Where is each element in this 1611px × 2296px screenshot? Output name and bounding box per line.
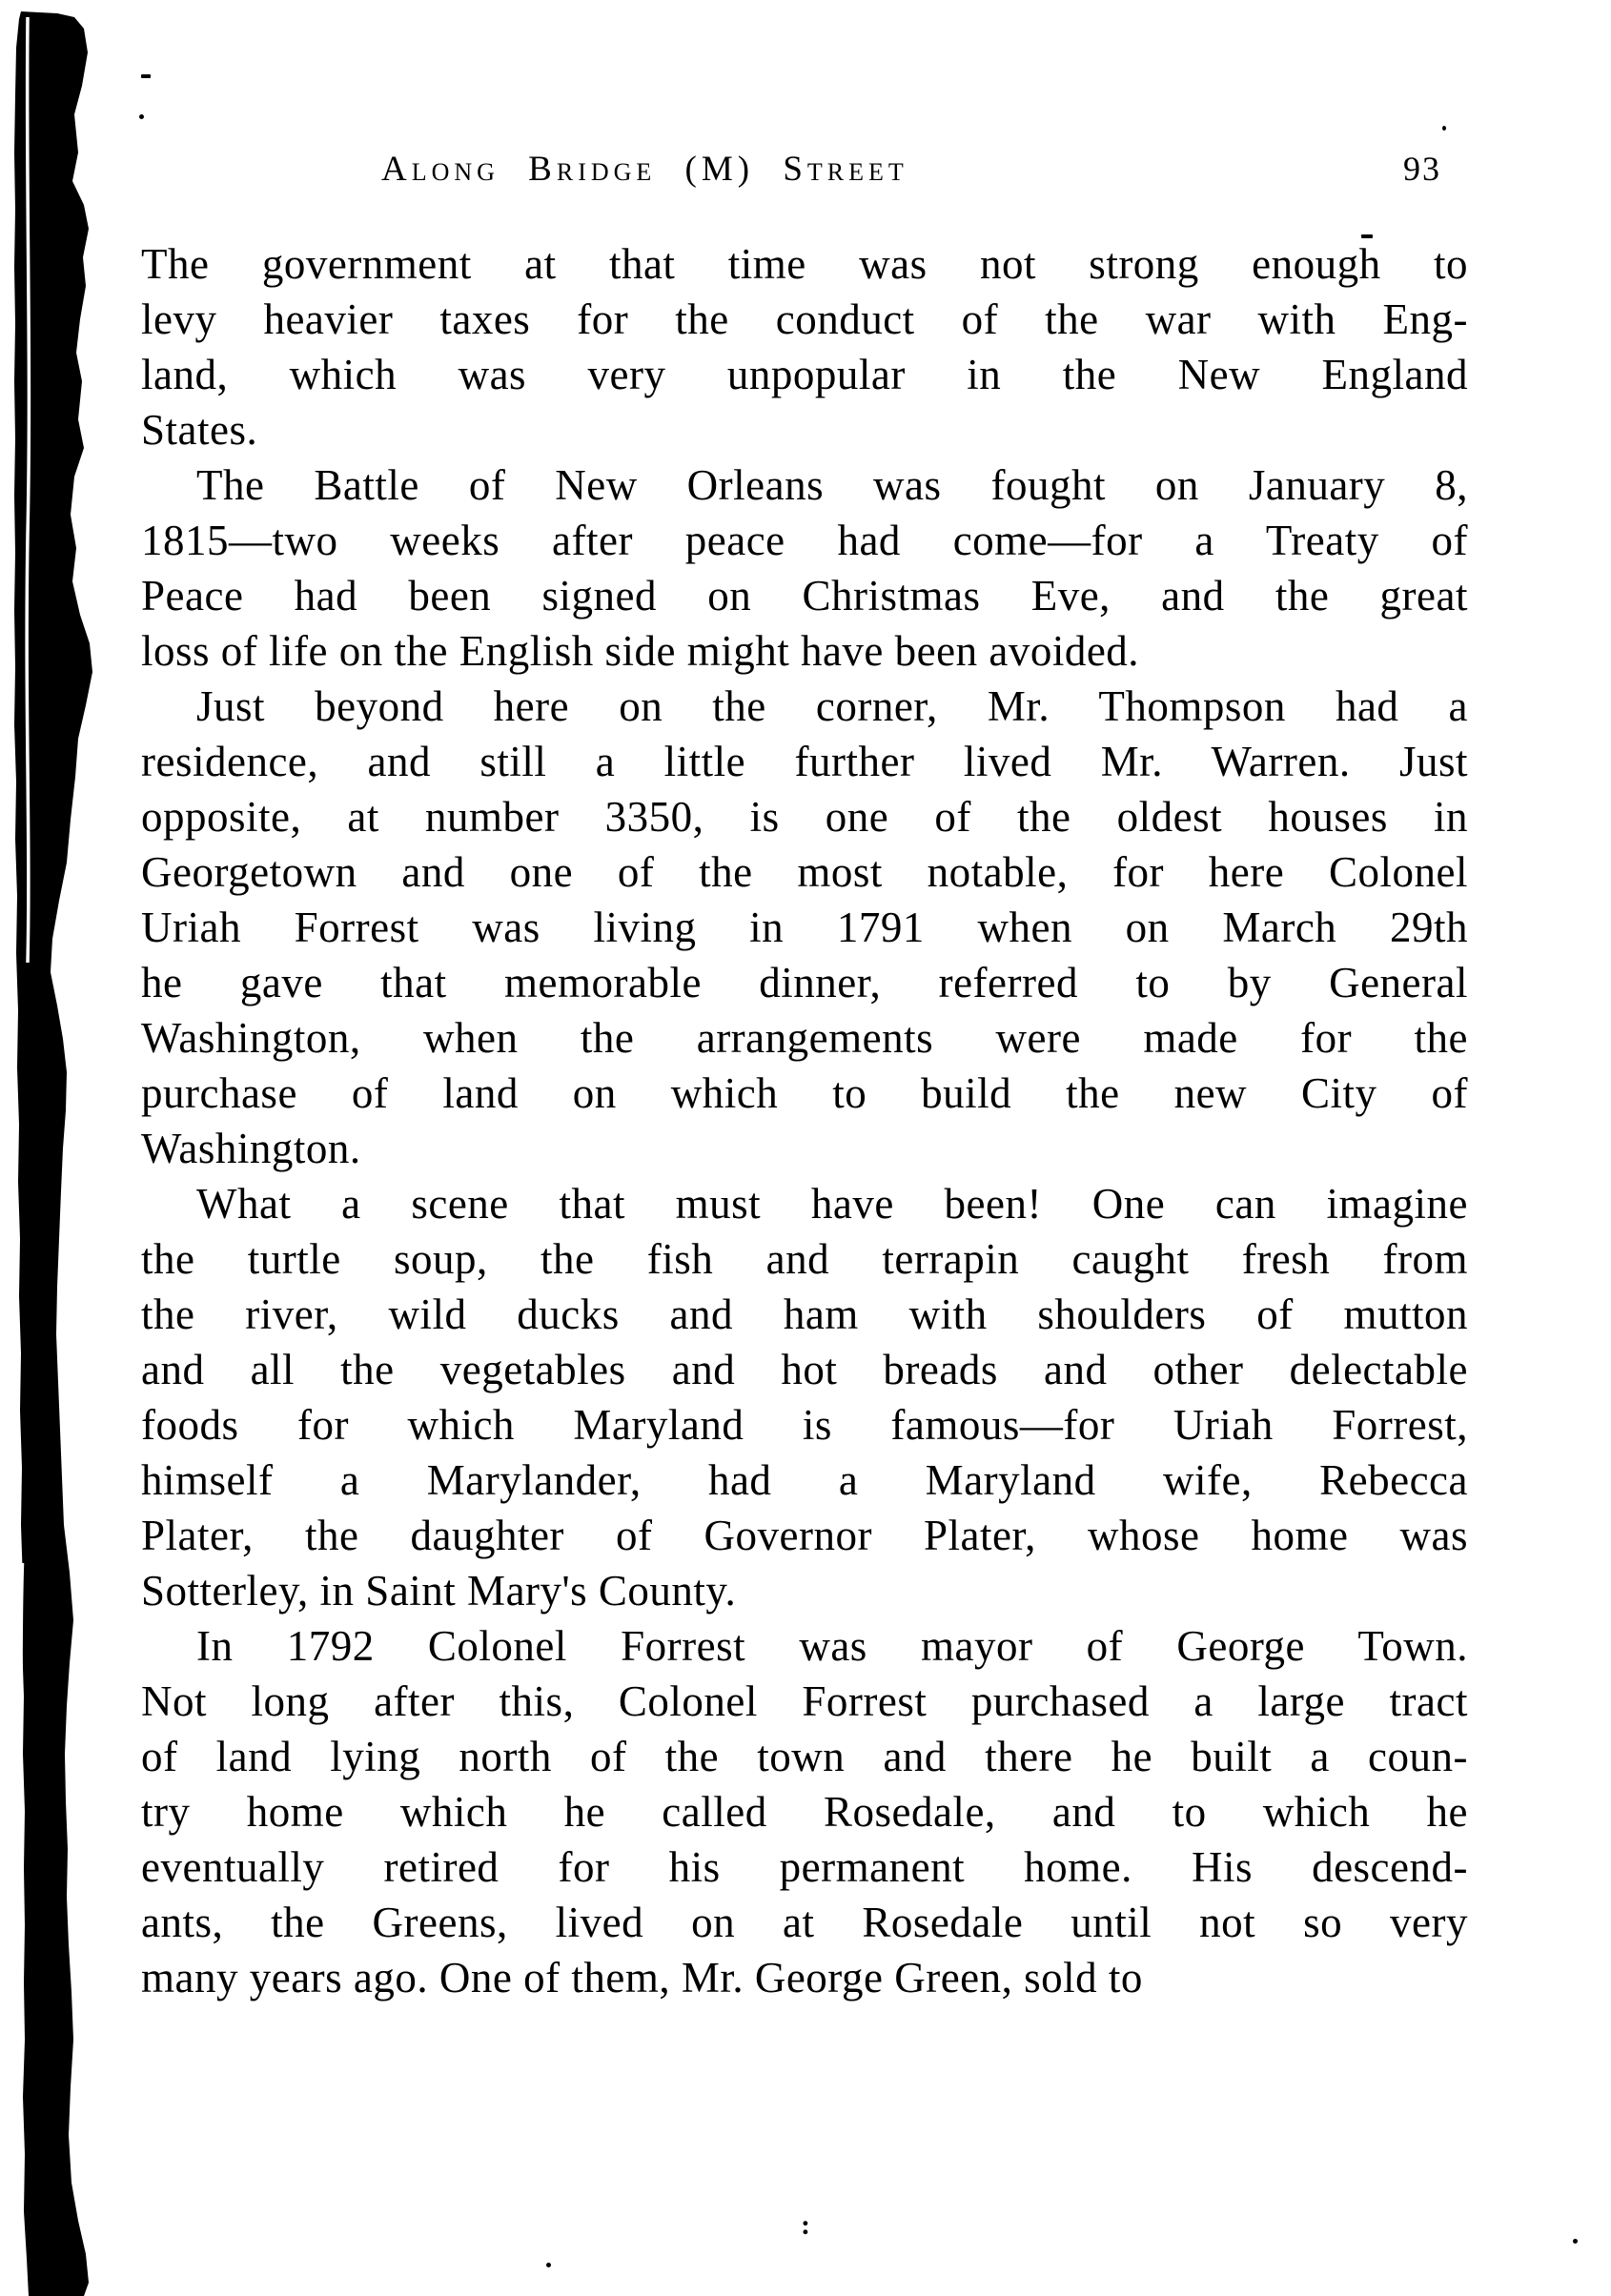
text-line: ants, the Greens, lived on at Rosedale until not so very (141, 1899, 1468, 1946)
text-line: Uriah Forrest was living in 1791 when on March 29th (141, 904, 1468, 951)
text-line: eventually retired for his permanent home. His descend- (141, 1843, 1468, 1891)
text-line: many years ago. One of them, Mr. George Green, sold to (141, 1954, 1143, 2001)
scan-speck (1361, 234, 1373, 238)
text-line: What a scene that must have been! One can imagine (196, 1180, 1468, 1228)
page-number: 93 (1403, 150, 1441, 188)
paragraph (141, 679, 1468, 1176)
scan-speck (1573, 2239, 1578, 2244)
text-line: Peace had been signed on Christmas Eve, and the great (141, 572, 1468, 620)
text-line: Sotterley, in Saint Mary's County. (141, 1567, 737, 1615)
text-line: of land lying north of the town and there he built a coun- (141, 1733, 1468, 1780)
text-line: foods for which Maryland is famous—for Uriah Forrest, (141, 1401, 1468, 1449)
text-line: 1815—two weeks after peace had come—for a Treaty of (141, 517, 1468, 564)
text-line: States. (141, 406, 258, 454)
text-line: Georgetown and one of the most notable, for here Colonel (141, 848, 1468, 896)
text-line: opposite, at number 3350, is one of the oldest houses in (141, 793, 1468, 841)
text-line: purchase of land on which to build the new City of (141, 1069, 1468, 1117)
running-header (0, 149, 1611, 194)
scan-speck (141, 74, 151, 78)
scan-speck (139, 114, 144, 119)
scan-speck (546, 2263, 551, 2267)
text-body (141, 236, 1468, 2005)
text-line: Not long after this, Colonel Forrest purchased a large tract (141, 1677, 1468, 1725)
text-line: Washington, when the arrangements were made for the (141, 1014, 1468, 1062)
paragraph (141, 1618, 1468, 2005)
text-line: try home which he called Rosedale, and to which he (141, 1788, 1468, 1836)
text-line: the river, wild ducks and ham with shoulders of mutton (141, 1290, 1468, 1338)
scan-speck: : (801, 2209, 810, 2241)
text-line: In 1792 Colonel Forrest was mayor of George Town. (196, 1622, 1468, 1670)
text-line: and all the vegetables and hot breads and other delectable (141, 1346, 1468, 1393)
paragraph (141, 1176, 1468, 1618)
scan-speck (1442, 126, 1446, 131)
text-line: the turtle soup, the fish and terrapin caught fresh from (141, 1235, 1468, 1283)
text-line: loss of life on the English side might have been avoided. (141, 627, 1140, 675)
text-line: Just beyond here on the corner, Mr. Thompson had a (196, 682, 1468, 730)
text-line: Plater, the daughter of Governor Plater, whose home was (141, 1512, 1468, 1559)
text-line: land, which was very unpopular in the New England (141, 351, 1468, 398)
text-line: himself a Marylander, had a Maryland wife, Rebecca (141, 1456, 1468, 1504)
binding-ink-blob (0, 0, 124, 2296)
paragraph (141, 236, 1468, 457)
text-line: Washington. (141, 1125, 361, 1172)
text-line: he gave that memorable dinner, referred to by General (141, 959, 1468, 1006)
chapter-title: Along Bridge (M) Street (381, 150, 908, 189)
text-line: The government at that time was not strong enough to (141, 240, 1468, 288)
text-line: residence, and still a little further lived Mr. Warren. Just (141, 738, 1468, 785)
text-line: levy heavier taxes for the conduct of the war with Eng- (141, 295, 1468, 343)
paragraph (141, 457, 1468, 679)
text-line: The Battle of New Orleans was fought on January 8, (196, 461, 1468, 509)
